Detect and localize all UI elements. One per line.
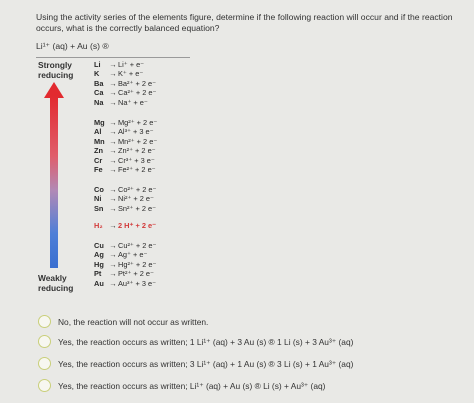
element-symbol: Fe — [94, 165, 103, 174]
series-row — [94, 194, 154, 203]
element-symbol: Na — [94, 98, 104, 107]
oxidation-product: Mn²⁺ + 2 e⁻ — [118, 137, 158, 146]
arrow-right-icon: → — [109, 156, 117, 165]
arrow-right-icon: → — [109, 241, 117, 250]
oxidation-product: Pt²⁺ + 2 e⁻ — [118, 269, 154, 278]
arrow-right-icon: → — [109, 260, 117, 269]
oxidation-product: Ni²⁺ + 2 e⁻ — [118, 194, 154, 203]
series-row — [94, 118, 157, 127]
element-symbol: Hg — [94, 260, 104, 269]
element-symbol: K — [94, 69, 100, 78]
element-symbol: Ca — [94, 88, 104, 97]
series-row — [94, 279, 156, 288]
radio-button[interactable] — [38, 335, 51, 348]
arrow-right-icon: → — [109, 269, 117, 278]
arrow-right-icon: → — [109, 137, 117, 146]
divider — [36, 57, 190, 58]
arrow-right-icon: → — [109, 79, 117, 88]
element-symbol: Ba — [94, 79, 104, 88]
oxidation-product: Sn²⁺ + 2 e⁻ — [118, 204, 156, 213]
oxidation-product: Cu²⁺ + 2 e⁻ — [118, 241, 157, 250]
oxidation-product: Cr³⁺ + 3 e⁻ — [118, 156, 155, 165]
series-row — [94, 185, 156, 194]
series-row — [94, 146, 156, 155]
oxidation-product: Ba²⁺ + 2 e⁻ — [118, 79, 156, 88]
series-row — [94, 60, 144, 69]
oxidation-product: Fe²⁺ + 2 e⁻ — [118, 165, 156, 174]
radio-button[interactable] — [38, 357, 51, 370]
oxidation-product: Li⁺ + e⁻ — [118, 60, 145, 69]
arrow-right-icon: → — [109, 146, 117, 155]
series-row — [94, 98, 148, 107]
arrow-right-icon: → — [109, 250, 117, 259]
element-symbol: Li — [94, 60, 101, 69]
element-symbol: Al — [94, 127, 102, 136]
oxidation-product: Na⁺ + e⁻ — [118, 98, 148, 107]
element-symbol: Mn — [94, 137, 105, 146]
arrow-right-icon: → — [109, 165, 117, 174]
element-symbol: Cu — [94, 241, 104, 250]
arrow-right-icon: → — [109, 204, 117, 213]
option-text: Yes, the reaction occurs as written; 3 Li¹⁺ (aq) + 1 Au (s) ® 3 Li (s) + 1 Au³⁺ (aq) — [58, 359, 354, 369]
series-row — [94, 165, 156, 174]
arrow-right-icon: → — [109, 98, 117, 107]
oxidation-product: 2 H⁺ + 2 e⁻ — [118, 221, 156, 230]
element-symbol: Sn — [94, 204, 104, 213]
strongly-reducing-label: Strongly reducing — [38, 60, 74, 80]
arrow-right-icon: → — [109, 69, 117, 78]
element-symbol: Au — [94, 279, 104, 288]
series-row — [94, 127, 154, 136]
oxidation-product: Au³⁺ + 3 e⁻ — [118, 279, 156, 288]
oxidation-product: Mg²⁺ + 2 e⁻ — [118, 118, 158, 127]
option-text: No, the reaction will not occur as written. — [58, 317, 209, 327]
arrow-right-icon: → — [109, 221, 117, 230]
series-row — [94, 79, 156, 88]
element-symbol: Pt — [94, 269, 102, 278]
option-text: Yes, the reaction occurs as written; 1 Li¹⁺ (aq) + 3 Au (s) ® 1 Li (s) + 3 Au³⁺ (aq) — [58, 337, 354, 347]
series-row — [94, 260, 156, 269]
arrow-right-icon: → — [109, 60, 117, 69]
element-symbol: Cr — [94, 156, 103, 165]
oxidation-product: Zn²⁺ + 2 e⁻ — [118, 146, 156, 155]
question-text: Using the activity series of the elements figure, determine if the following reaction will occur and if the reaction occurs, what is the correctly balanced equation? — [36, 12, 453, 33]
element-symbol: H₂ — [94, 221, 103, 230]
option-text: Yes, the reaction occurs as written; Li¹⁺ (aq) + Au (s) ® Li (s) + Au³⁺ (aq) — [58, 381, 326, 391]
element-symbol: Zn — [94, 146, 104, 155]
oxidation-product: Ag⁺ + e⁻ — [118, 250, 148, 259]
series-row — [94, 269, 154, 278]
element-symbol: Mg — [94, 118, 105, 127]
element-symbol: Ag — [94, 250, 104, 259]
arrow-right-icon: → — [109, 88, 117, 97]
arrow-right-icon: → — [109, 127, 117, 136]
oxidation-product: Co²⁺ + 2 e⁻ — [118, 185, 157, 194]
arrow-right-icon: → — [109, 279, 117, 288]
series-row — [94, 221, 156, 230]
radio-button[interactable] — [38, 315, 51, 328]
arrow-right-icon: → — [109, 185, 117, 194]
weakly-reducing-label: Weakly reducing — [38, 273, 74, 293]
series-row — [94, 241, 156, 250]
series-row — [94, 204, 156, 213]
series-row — [94, 88, 156, 97]
oxidation-product: Ca²⁺ + 2 e⁻ — [118, 88, 157, 97]
series-row — [94, 137, 157, 146]
oxidation-product: Al³⁺ + 3 e⁻ — [118, 127, 154, 136]
series-row — [94, 156, 155, 165]
series-row — [94, 69, 143, 78]
radio-button[interactable] — [38, 379, 51, 392]
element-symbol: Ni — [94, 194, 102, 203]
oxidation-product: Hg²⁺ + 2 e⁻ — [118, 260, 157, 269]
oxidation-product: K⁺ + e⁻ — [118, 69, 144, 78]
arrow-right-icon: → — [109, 194, 117, 203]
arrow-shaft — [50, 96, 58, 268]
arrow-right-icon: → — [109, 118, 117, 127]
element-symbol: Co — [94, 185, 104, 194]
series-row — [94, 250, 147, 259]
reaction-text: Li¹⁺ (aq) + Au (s) ® — [36, 41, 109, 51]
